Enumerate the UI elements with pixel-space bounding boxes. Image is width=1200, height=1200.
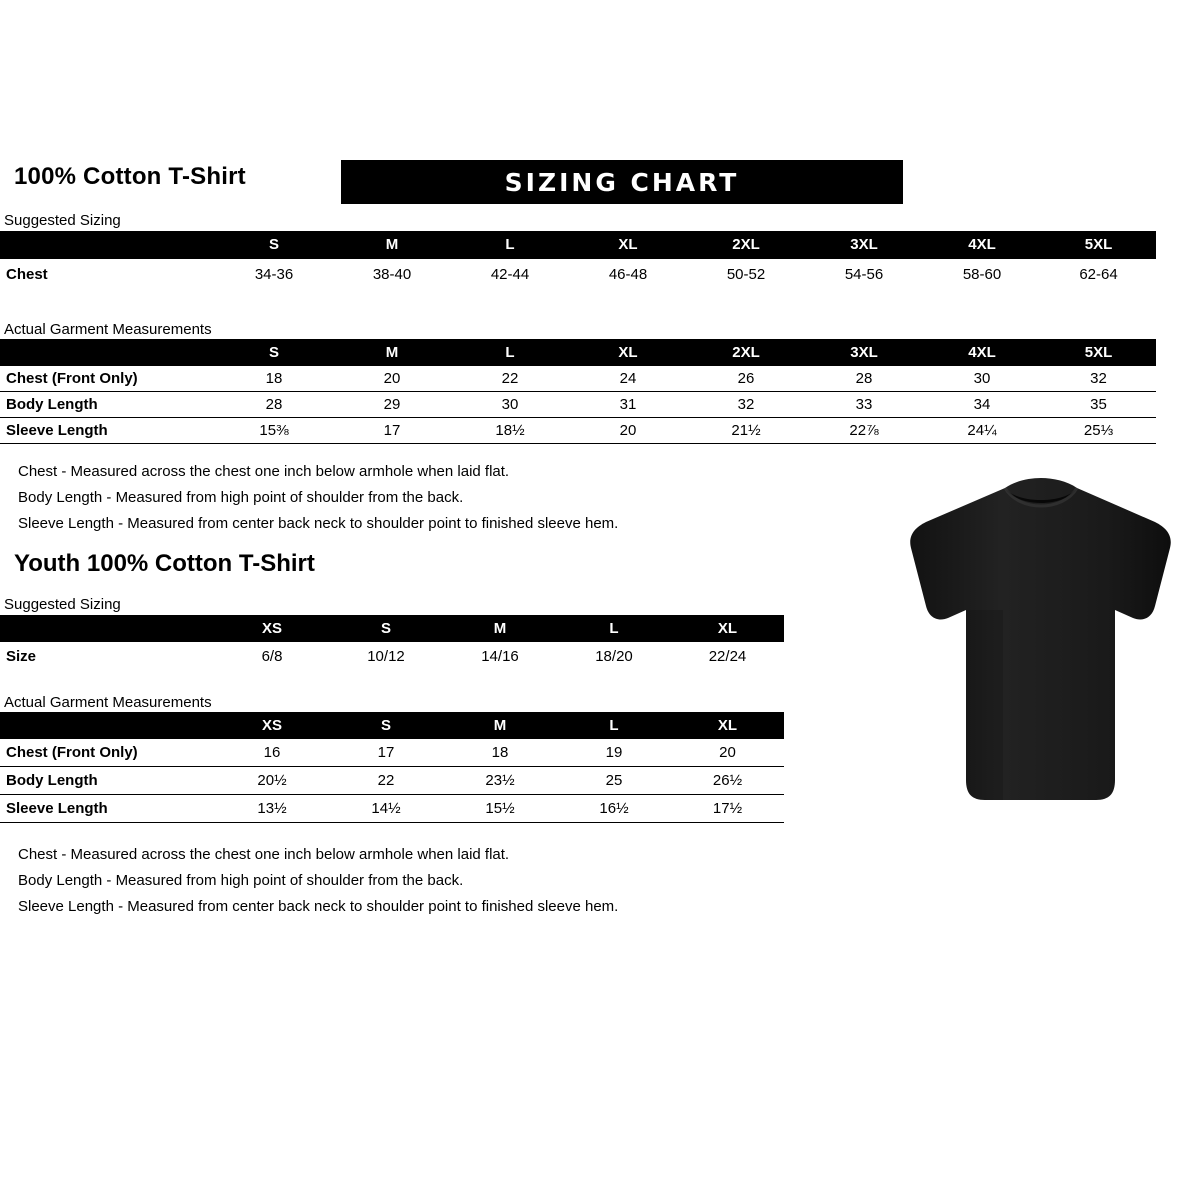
cell: 22 — [451, 366, 569, 392]
youth-measurement-notes — [18, 842, 618, 920]
cell: 25 — [557, 767, 671, 795]
cell: 21½ — [687, 418, 805, 444]
cell: 18 — [215, 366, 333, 392]
col-header: M — [443, 712, 557, 739]
cell: 19 — [557, 739, 671, 767]
cell: 29 — [333, 392, 451, 418]
col-header — [0, 339, 215, 366]
col-header: XS — [215, 615, 329, 642]
cell: 62-64 — [1041, 259, 1156, 290]
cell: 24¼ — [923, 418, 1041, 444]
cell: 18/20 — [557, 642, 671, 672]
cell: 15⅜ — [215, 418, 333, 444]
col-header: 4XL — [923, 339, 1041, 366]
col-header: 2XL — [687, 339, 805, 366]
note-chest: Chest - Measured across the chest one inch below armhole when laid flat. — [18, 463, 510, 480]
youth-suggested-sizing-table — [0, 615, 784, 672]
table-header-row — [0, 615, 784, 642]
sizing-chart-banner — [341, 160, 903, 204]
adult-actual-measurements-table — [0, 339, 1156, 444]
cell: 14½ — [329, 795, 443, 823]
table-row — [0, 259, 1156, 290]
table-header-row — [0, 339, 1156, 366]
cell: 31 — [569, 392, 687, 418]
note-body-length: Body Length - Measured from high point of shoulder from the back. — [18, 872, 464, 889]
cell: 30 — [923, 366, 1041, 392]
col-header: XL — [569, 231, 687, 259]
youth-suggested-sizing-label: Suggested Sizing — [4, 596, 121, 613]
cell: 32 — [1041, 366, 1156, 392]
cell: 33 — [805, 392, 923, 418]
cell: 58-60 — [923, 259, 1041, 290]
cell: 18 — [443, 739, 557, 767]
cell: 32 — [687, 392, 805, 418]
table-header-row — [0, 712, 784, 739]
col-header — [0, 231, 215, 259]
cell: 50-52 — [687, 259, 805, 290]
cell: 20 — [333, 366, 451, 392]
row-label: Body Length — [0, 767, 215, 795]
col-header — [0, 615, 215, 642]
black-tshirt-image — [893, 478, 1188, 808]
cell: 16½ — [557, 795, 671, 823]
col-header: 5XL — [1041, 339, 1156, 366]
sizing-chart-banner-label: SIZING CHART — [504, 168, 740, 197]
col-header: S — [329, 712, 443, 739]
col-header: S — [215, 231, 333, 259]
note-sleeve-length: Sleeve Length - Measured from center back neck to shoulder point to finished sleeve hem. — [18, 898, 619, 915]
cell: 54-56 — [805, 259, 923, 290]
col-header: L — [451, 339, 569, 366]
col-header: L — [557, 615, 671, 642]
col-header: L — [557, 712, 671, 739]
cell: 13½ — [215, 795, 329, 823]
cell: 16 — [215, 739, 329, 767]
note-body-length: Body Length - Measured from high point of shoulder from the back. — [18, 489, 464, 506]
cell: 20½ — [215, 767, 329, 795]
cell: 24 — [569, 366, 687, 392]
adult-section-title: 100% Cotton T-Shirt — [14, 163, 246, 190]
col-header: XS — [215, 712, 329, 739]
cell: 22⅞ — [805, 418, 923, 444]
cell: 34 — [923, 392, 1041, 418]
row-label: Size — [0, 642, 215, 672]
note-chest: Chest - Measured across the chest one inch below armhole when laid flat. — [18, 846, 510, 863]
note-sleeve-length: Sleeve Length - Measured from center back neck to shoulder point to finished sleeve hem. — [18, 515, 619, 532]
col-header: M — [333, 231, 451, 259]
col-header: 2XL — [687, 231, 805, 259]
row-label: Sleeve Length — [0, 795, 215, 823]
youth-actual-measurements-table — [0, 712, 784, 823]
col-header: L — [451, 231, 569, 259]
row-label: Chest (Front Only) — [0, 739, 215, 767]
cell: 17 — [329, 739, 443, 767]
col-header: 4XL — [923, 231, 1041, 259]
col-header: S — [215, 339, 333, 366]
row-label: Chest (Front Only) — [0, 366, 215, 392]
cell: 26 — [687, 366, 805, 392]
cell: 28 — [215, 392, 333, 418]
col-header: XL — [671, 615, 784, 642]
col-header: XL — [671, 712, 784, 739]
cell: 25⅓ — [1041, 418, 1156, 444]
table-row — [0, 767, 784, 795]
row-label: Body Length — [0, 392, 215, 418]
cell: 46-48 — [569, 259, 687, 290]
col-header — [0, 712, 215, 739]
table-row — [0, 795, 784, 823]
adult-suggested-sizing-table — [0, 231, 1156, 290]
table-header-row — [0, 231, 1156, 259]
cell: 34-36 — [215, 259, 333, 290]
cell: 20 — [569, 418, 687, 444]
youth-section-title: Youth 100% Cotton T-Shirt — [14, 550, 315, 577]
col-header: 3XL — [805, 231, 923, 259]
cell: 23½ — [443, 767, 557, 795]
cell: 6/8 — [215, 642, 329, 672]
cell: 22/24 — [671, 642, 784, 672]
cell: 20 — [671, 739, 784, 767]
row-label: Sleeve Length — [0, 418, 215, 444]
cell: 35 — [1041, 392, 1156, 418]
row-label: Chest — [0, 259, 215, 290]
col-header: 3XL — [805, 339, 923, 366]
table-row — [0, 739, 784, 767]
adult-measurement-notes — [18, 459, 618, 537]
table-row — [0, 392, 1156, 418]
table-row — [0, 366, 1156, 392]
cell: 22 — [329, 767, 443, 795]
col-header: M — [443, 615, 557, 642]
col-header: XL — [569, 339, 687, 366]
cell: 38-40 — [333, 259, 451, 290]
cell: 15½ — [443, 795, 557, 823]
cell: 26½ — [671, 767, 784, 795]
cell: 10/12 — [329, 642, 443, 672]
cell: 14/16 — [443, 642, 557, 672]
cell: 42-44 — [451, 259, 569, 290]
cell: 17 — [333, 418, 451, 444]
youth-actual-measurements-label: Actual Garment Measurements — [4, 694, 212, 711]
table-row — [0, 418, 1156, 444]
col-header: M — [333, 339, 451, 366]
adult-suggested-sizing-label: Suggested Sizing — [4, 212, 121, 229]
col-header: S — [329, 615, 443, 642]
cell: 28 — [805, 366, 923, 392]
table-row — [0, 642, 784, 672]
adult-actual-measurements-label: Actual Garment Measurements — [4, 321, 212, 338]
cell: 30 — [451, 392, 569, 418]
cell: 17½ — [671, 795, 784, 823]
col-header: 5XL — [1041, 231, 1156, 259]
cell: 18½ — [451, 418, 569, 444]
